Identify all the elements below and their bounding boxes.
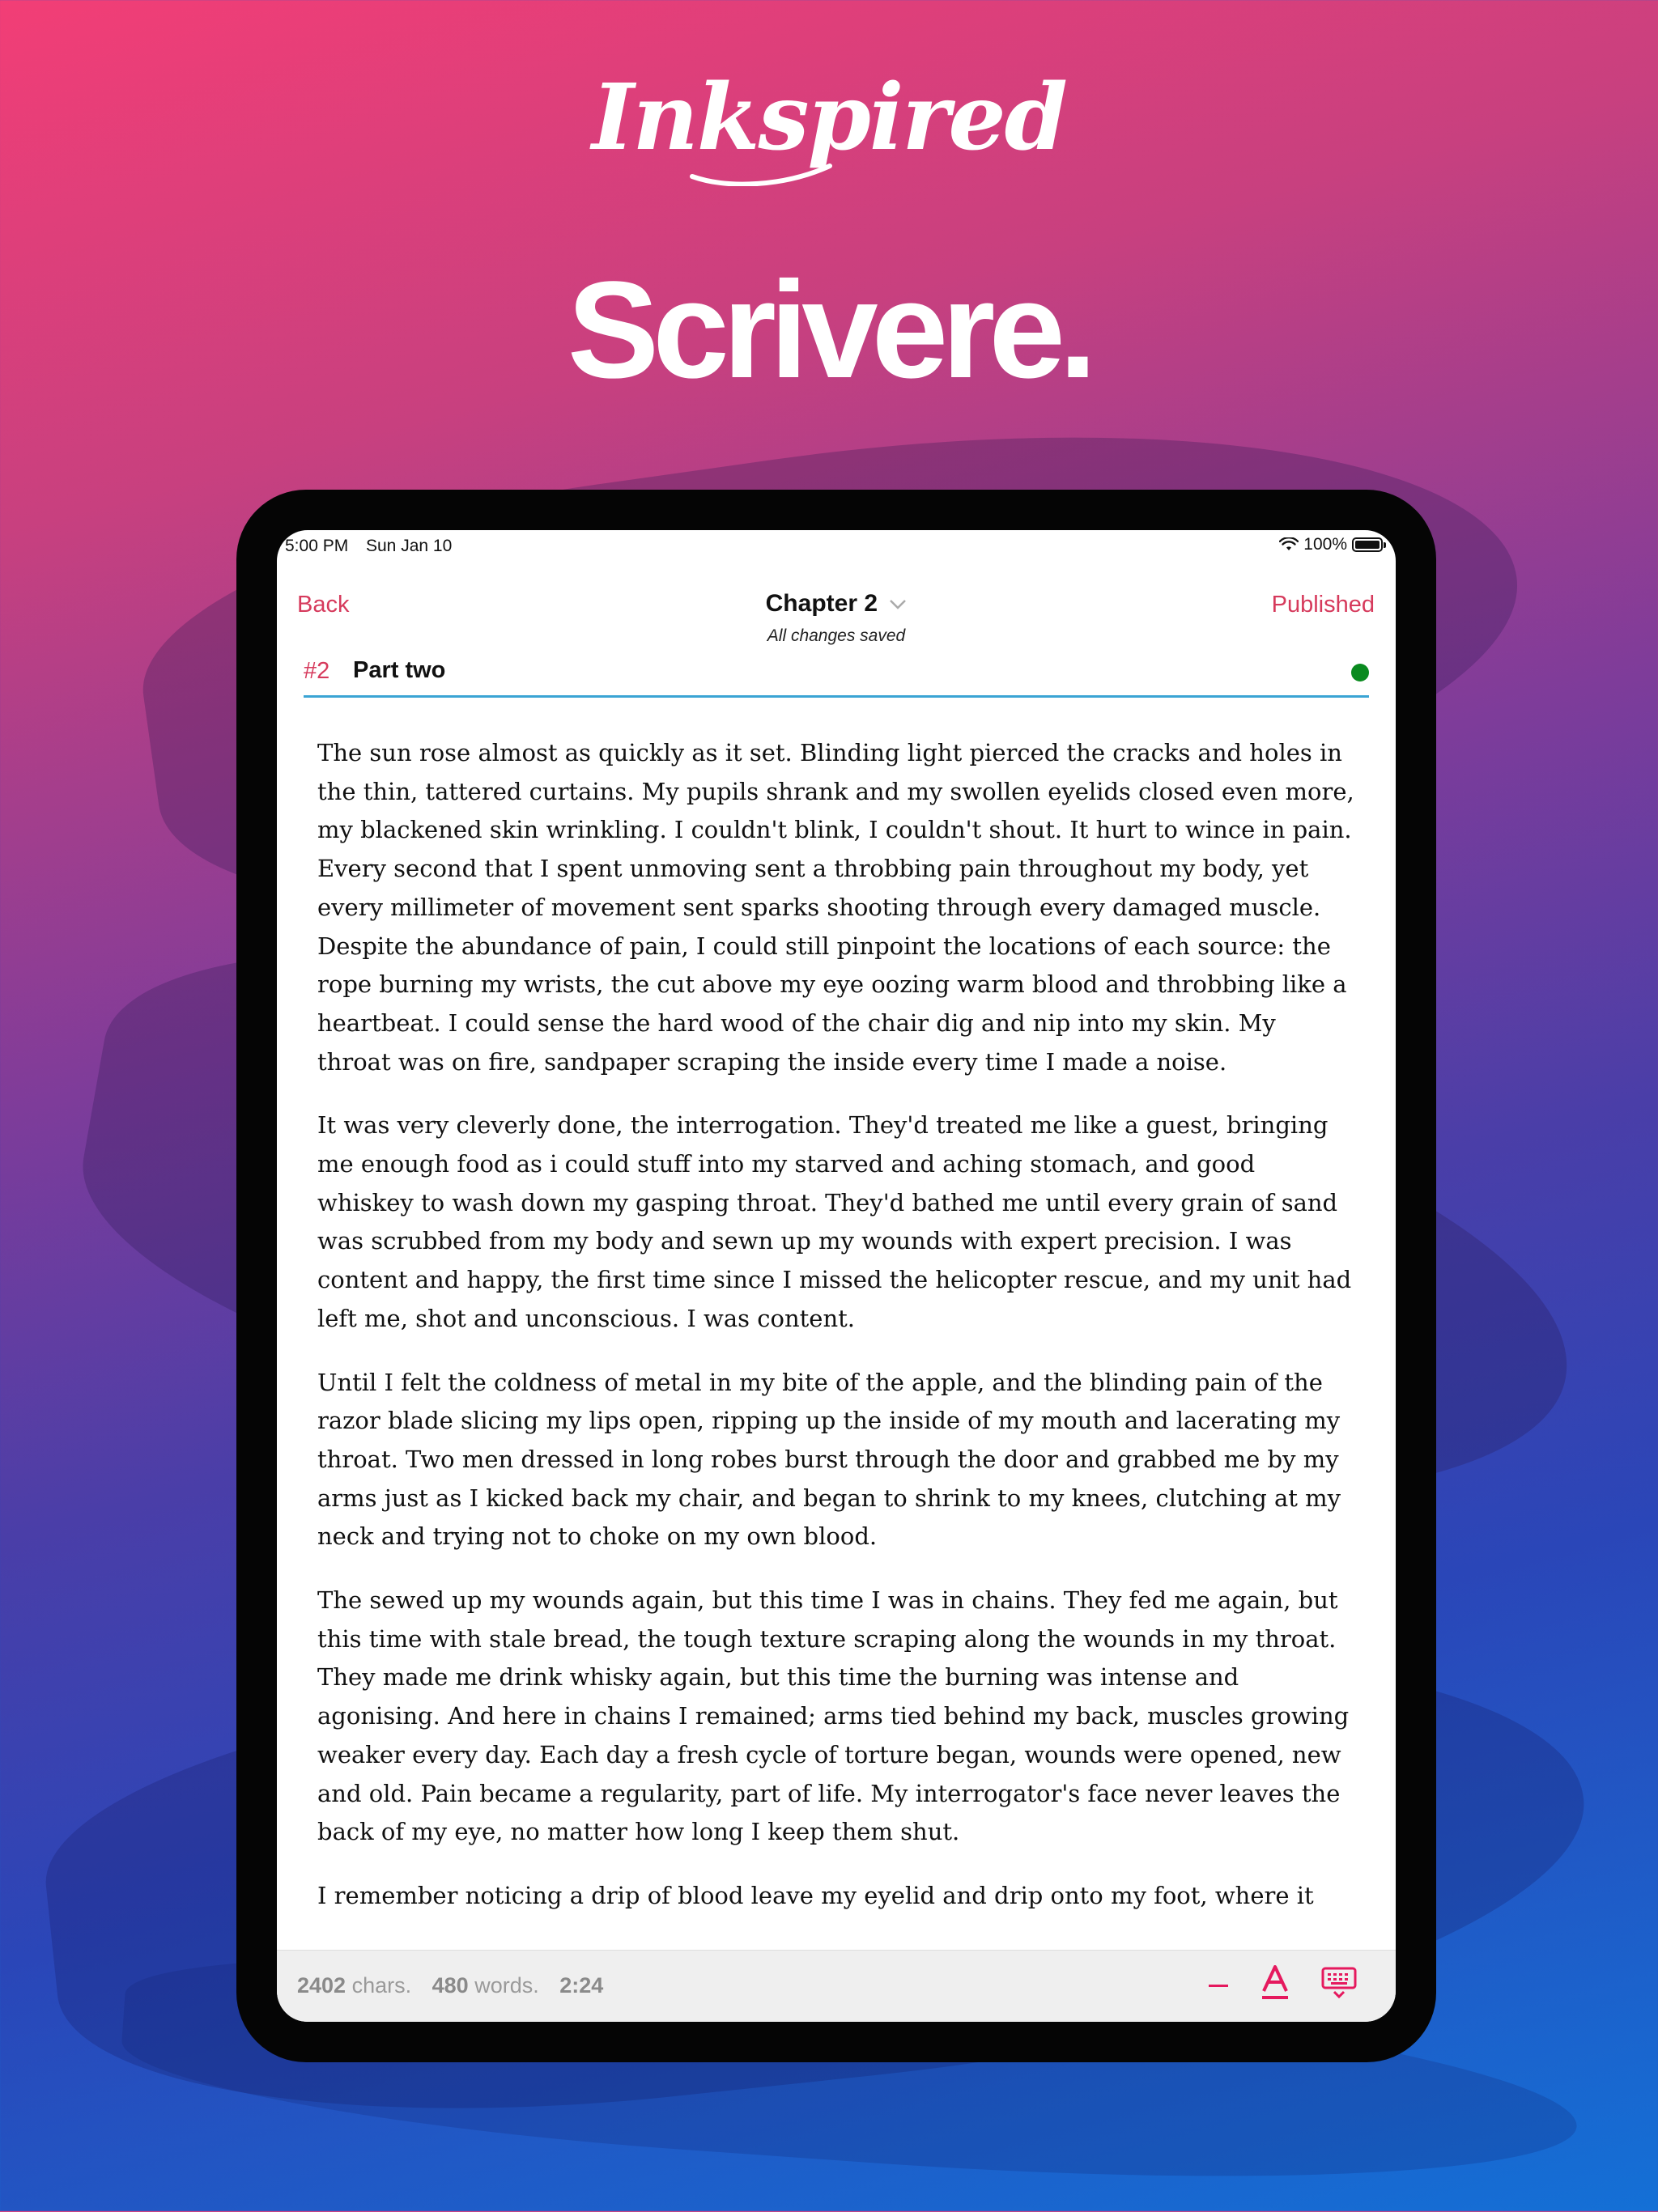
battery-icon xyxy=(1352,537,1383,552)
brand-logo xyxy=(0,65,1658,171)
battery-tip xyxy=(1384,542,1386,548)
story-paragraph: I remember noticing a drip of blood leave my eyelid and drip onto my foot, where it xyxy=(317,1881,1314,1909)
story-paragraph: The sewed up my wounds again, but this time I was in chains. They fed me again, but this time with stale bread, the tough texture scraping along the wounds in my throat. They made me drink whisky again, but this time the burning was intense and agonising. And here in chains I remained; arms tied behind my back, muscles growing weaker every day. Each day a fresh cycle of torture began, wounds were opened, new and old. Pain became a regularity, part of life. My interrogator's face never leaves the back of my eye, no matter how long I keep them shut. xyxy=(317,1586,1350,1846)
tablet-frame xyxy=(236,490,1436,2062)
minus-icon[interactable] xyxy=(1208,1975,1229,1996)
brand-logo-text: Inkspired xyxy=(592,65,1066,171)
chevron-down-icon xyxy=(889,599,907,610)
status-right xyxy=(1279,535,1386,554)
part-status-dot xyxy=(1351,664,1369,681)
publish-status-button[interactable]: Published xyxy=(1271,592,1375,618)
editor-toolbar xyxy=(277,1950,1396,2022)
char-label: chars. xyxy=(351,1973,412,1998)
story-paragraph: The sun rose almost as quickly as it set. Blinding light pierced the cracks and holes in the thin, tattered curtains. My pupils shrank and my swollen eyelids closed even more, my blackened skin wrinkling. I couldn't blink, I couldn't shout. It hurt to wince in pain. Every second that I spent unmoving sent a throbbing pain throughout my body, yet every millimeter of movement sent sparks shooting through every damaged muscle. Despite the abundance of pain, I could still pinpoint the locations of each source: the rope burning my wrists, the cut above my eye oozing warm blood and throbbing like a heartbeat. I could sense the hard wood of the chair dig and nip into my skin. My throat was on fire, sandpaper scraping the inside every time I made a noise. xyxy=(317,739,1354,1076)
navigation-bar xyxy=(277,566,1396,655)
word-label: words. xyxy=(474,1973,539,1998)
word-count: 480 xyxy=(432,1973,469,1998)
char-count: 2402 xyxy=(297,1973,346,1998)
story-paragraph: Until I felt the coldness of metal in my bite of the apple, and the blinding pain of the razor blade slicing my lips open, ripping up the inside of my mouth and lacerating my throat. Two men dressed in long robes burst through the door and grabbed me by my arms just as I kicked back my chair, and began to shrink to my knees, clutching at my neck and trying not to choke on my own blood. xyxy=(317,1368,1341,1551)
chapter-title: Chapter 2 xyxy=(765,590,878,617)
chapter-selector[interactable] xyxy=(277,590,1396,618)
story-text-editor[interactable] xyxy=(317,734,1355,1940)
text-stats xyxy=(297,1973,603,1998)
part-title: Part two xyxy=(353,657,446,683)
status-bar xyxy=(277,530,1396,566)
logo-swash xyxy=(688,162,834,186)
keyboard-dismiss-icon[interactable] xyxy=(1321,1967,1357,1999)
app-screen xyxy=(277,530,1396,2022)
status-date: Sun Jan 10 xyxy=(366,537,453,555)
status-time: 5:00 PM xyxy=(285,537,349,555)
wifi-icon xyxy=(1279,537,1299,552)
font-style-icon[interactable] xyxy=(1261,1965,1289,2001)
reading-time: 2:24 xyxy=(559,1973,604,1998)
part-number: #2 xyxy=(304,658,330,684)
story-paragraph: It was very cleverly done, the interrogation. They'd treated me like a guest, bringing me enough food as i could stuff into my starved and aching stomach, and good whiskey to wash down my gasping throat. They'd bathed me until every grain of sand was scrubbed from my body and sewn up my wounds with expert precision. I was content and happy, the first time since I missed the helicopter rescue, and my unit had left me, shot and unconscious. I was content. xyxy=(317,1111,1352,1332)
back-button[interactable]: Back xyxy=(297,592,350,618)
headline: Scrivere. xyxy=(567,253,1091,407)
battery-percentage: 100% xyxy=(1303,535,1347,554)
part-header[interactable] xyxy=(304,650,1369,698)
save-status: All changes saved xyxy=(767,626,906,645)
